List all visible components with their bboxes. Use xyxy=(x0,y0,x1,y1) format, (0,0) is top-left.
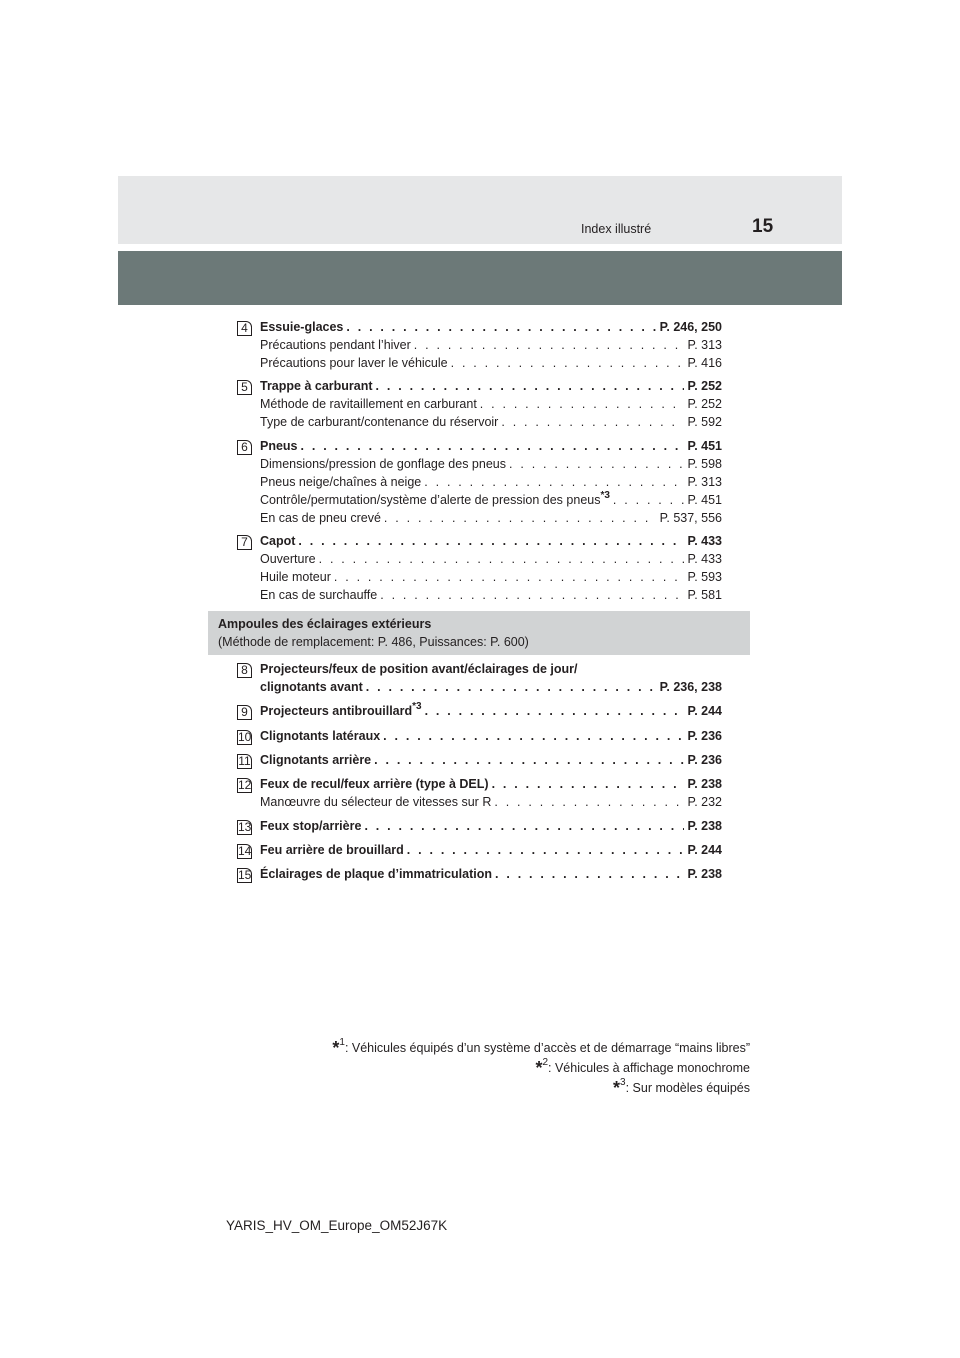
index-entry-6 xyxy=(241,437,722,527)
page-ref: P. 581 xyxy=(687,588,722,602)
sub-entry[interactable]: En cas de surchauffe . . . P. 581 xyxy=(260,586,722,604)
entry-heading[interactable]: Feux de recul/feux arrière (type à DEL) . . . P. 238 xyxy=(260,775,722,793)
page-ref: P. 598 xyxy=(687,457,722,471)
footnote-ref: *3 xyxy=(412,701,422,712)
header-band xyxy=(118,176,842,244)
entry-heading[interactable]: Clignotants latéraux . . . P. 236 xyxy=(260,727,722,745)
page-ref: P. 246, 250 xyxy=(659,320,722,334)
page-number: 15 xyxy=(752,216,774,237)
entry-heading[interactable]: Éclairages de plaque d’immatriculation . . . P. 238 xyxy=(260,865,722,883)
sub-entry[interactable]: Type de carburant/contenance du réservoir . . . P. 592 xyxy=(260,413,722,431)
entry-heading[interactable]: Capot . . . P. 433 xyxy=(260,532,722,550)
page-ref: P. 244 xyxy=(687,843,722,857)
entry-heading[interactable]: Feu arrière de brouillard . . . P. 244 xyxy=(260,841,722,859)
section-title: Index illustré xyxy=(581,222,652,236)
page-ref: P. 433 xyxy=(687,534,722,548)
item-number-badge: 7 xyxy=(237,535,252,550)
document-id: YARIS_HV_OM_Europe_OM52J67K xyxy=(226,1218,448,1233)
entry-heading[interactable]: Projecteurs antibrouillard$^{*3}$ . . . P. 244 xyxy=(260,702,722,720)
item-number-badge: 15 xyxy=(238,868,252,882)
index-entry-11 xyxy=(238,751,722,769)
page-ref: P. 236 xyxy=(687,753,722,767)
sub-entry[interactable]: Manœuvre du sélecteur de vitesses sur R . . . P. 232 xyxy=(260,793,722,811)
page-ref: P. 232 xyxy=(687,795,722,809)
box-title: Ampoules des éclairages extérieurs xyxy=(218,617,432,631)
page-ref: P. 236, 238 xyxy=(659,680,722,694)
index-entry-5 xyxy=(241,377,722,431)
entry-heading[interactable]: Clignotants arrière . . . P. 236 xyxy=(260,751,722,769)
index-entry-9 xyxy=(241,701,722,720)
entry-heading[interactable]: Feux stop/arrière . . . P. 238 xyxy=(260,817,722,835)
index-entry-12 xyxy=(238,775,722,811)
page-ref: P. 238 xyxy=(687,819,722,833)
page-ref: P. 238 xyxy=(687,867,722,881)
item-number-badge: 5 xyxy=(237,380,252,395)
item-number-badge: 9 xyxy=(237,705,252,720)
page-ref: P. 416 xyxy=(687,356,722,370)
sub-entry[interactable]: Huile moteur . . . P. 593 xyxy=(260,568,722,586)
page-ref: P. 451 xyxy=(687,439,722,453)
footnote-3: *$^3$: Sur modèles équipés xyxy=(613,1077,750,1098)
exterior-bulbs-box xyxy=(208,611,750,655)
item-number-badge: 14 xyxy=(238,844,252,858)
footnote-2: *$^2$: Véhicules à affichage monochrome xyxy=(535,1057,750,1078)
sub-entry[interactable]: Contrôle/permutation/système d’alerte de pression des pneus$^{*3}$ . . . P. 451 xyxy=(260,491,722,509)
item-number-badge: 6 xyxy=(237,440,252,455)
footnotes xyxy=(332,1037,750,1100)
item-number-badge: 11 xyxy=(238,754,251,768)
item-number-badge: 10 xyxy=(238,730,252,744)
item-number-badge: 8 xyxy=(237,663,252,678)
index-entry-4 xyxy=(241,318,722,372)
index-entry-15 xyxy=(238,865,722,883)
page-ref: P. 537, 556 xyxy=(659,511,722,525)
leader-dots xyxy=(346,318,656,336)
footnote-1: *$^1$: Véhicules équipés d’un système d’accès et de démarrage “mains libres” xyxy=(332,1037,750,1058)
entry-heading-line1[interactable]: Projecteurs/feux de position avant/éclairages de jour/ xyxy=(260,662,578,676)
page-ref: P. 451 xyxy=(687,493,722,507)
index-entry-10 xyxy=(238,727,722,745)
sub-entry[interactable]: Précautions pendant l’hiver . . . P. 313 xyxy=(260,336,722,354)
page-ref: P. 236 xyxy=(687,729,722,743)
entry-heading[interactable]: clignotants avant . . . P. 236, 238 xyxy=(260,678,722,696)
page-ref: P. 252 xyxy=(687,397,722,411)
entry-heading[interactable]: Trappe à carburant . . . P. 252 xyxy=(260,377,722,395)
page-ref: P. 238 xyxy=(687,777,722,791)
index-entry-13 xyxy=(238,817,722,835)
page-ref: P. 313 xyxy=(687,475,722,489)
sub-entry[interactable]: Dimensions/pression de gonflage des pneus . . . P. 598 xyxy=(260,455,722,473)
sub-entry[interactable]: Ouverture . . . P. 433 xyxy=(260,550,722,568)
footnote-ref: *3 xyxy=(600,490,610,501)
page-ref: P. 313 xyxy=(687,338,722,352)
item-number-badge: 4 xyxy=(237,321,252,336)
page-ref: P. 593 xyxy=(687,570,722,584)
entry-heading[interactable]: Essuie-glaces . . . P. 246, 250 xyxy=(260,318,722,336)
sub-entry[interactable]: Précautions pour laver le véhicule . . . P. 416 xyxy=(260,354,722,372)
sub-entry[interactable]: Pneus neige/chaînes à neige . . . P. 313 xyxy=(260,473,722,491)
section-band xyxy=(118,251,842,305)
page-ref: P. 433 xyxy=(687,552,722,566)
sub-entry[interactable]: En cas de pneu crevé . . . P. 537, 556 xyxy=(260,509,722,527)
index-entry-8 xyxy=(241,660,722,696)
item-number-badge: 12 xyxy=(238,778,252,792)
box-subtitle: (Méthode de remplacement: P. 486, Puissances: P. 600) xyxy=(218,635,529,649)
index-entry-7 xyxy=(241,532,722,604)
sub-entry[interactable]: Méthode de ravitaillement en carburant . . . P. 252 xyxy=(260,395,722,413)
page-ref: P. 244 xyxy=(687,704,722,718)
item-number-badge: 13 xyxy=(238,820,252,834)
entry-heading[interactable]: Pneus . . . P. 451 xyxy=(260,437,722,455)
page-ref: P. 252 xyxy=(687,379,722,393)
index-entry-14 xyxy=(238,841,722,859)
page-ref: P. 592 xyxy=(687,415,722,429)
